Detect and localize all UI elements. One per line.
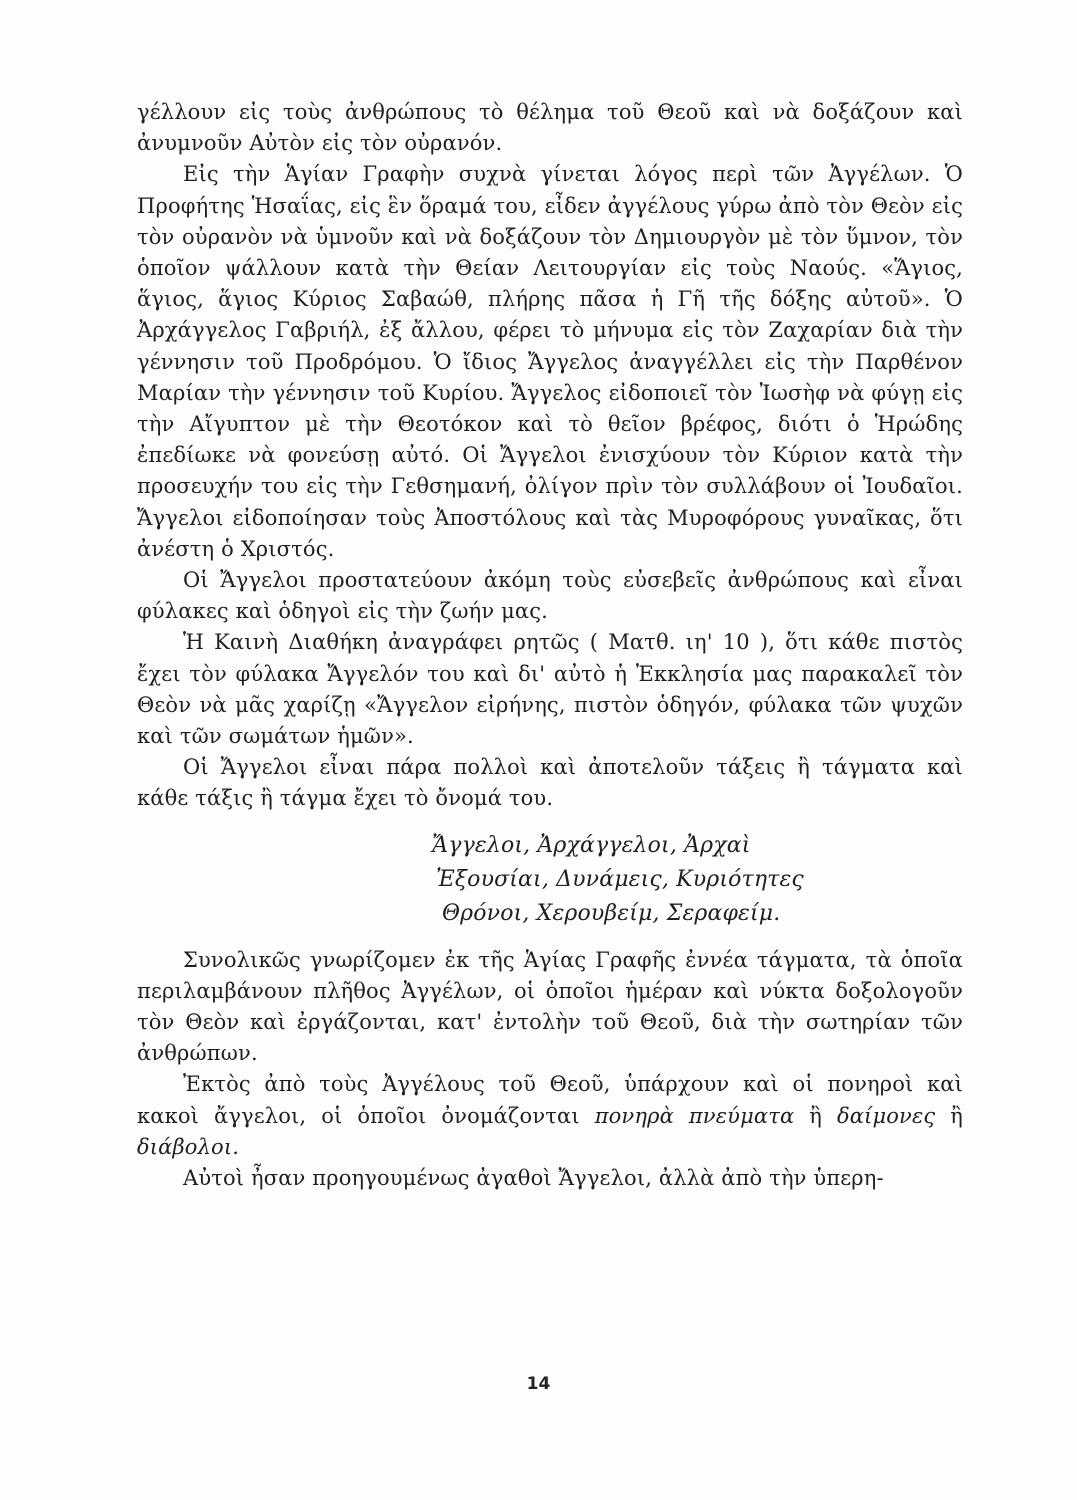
or-word-1: ἢ (794, 1103, 837, 1128)
or-word-2: ἢ (935, 1103, 963, 1128)
body-text (137, 97, 963, 1194)
paragraph-guardians: Οἱ Ἄγγελοι προστατεύουν ἀκόμη τοὺς εὐσεβεῖς ἀνθρώπους καὶ εἶναι φύλακες καὶ ὁδηγοὶ εἰς τὴν ζωήν μας. (137, 568, 963, 624)
devils-term: διάβολοι. (137, 1134, 240, 1159)
demons-term: δαίμονες (836, 1103, 936, 1128)
paragraph-evil-angels (137, 1069, 963, 1163)
paragraph-new-testament: Ἡ Καινὴ Διαθήκη ἀναγράφει ρητῶς ( Ματθ. ιη' 10 ), ὅτι κάθε πιστὸς ἔχει τὸν φύλακα Ἄγγελόν του καὶ δι' αὐτὸ ἡ Ἐκκλησία μας παρακαλεῖ τὸν Θεὸν νὰ μᾶς χαρίζῃ «Ἄγγελον εἰρήνης, πιστὸν ὁδηγόν, φύλακα τῶν ψυχῶν καὶ τῶν σωμάτων ἡμῶν». (137, 630, 963, 749)
hierarchy-line-2: Ἐξουσίαι, Δυνάμεις, Κυριότητες (436, 866, 804, 892)
page-number: 14 (526, 1374, 551, 1394)
hierarchy-line-3: Θρόνοι, Χερουβείμ, Σεραφείμ. (442, 900, 781, 926)
evil-spirits-term: πονηρὰ πνεύματα (594, 1103, 795, 1128)
angelic-hierarchy-list (137, 829, 963, 931)
paragraph-orders: Οἱ Ἄγγελοι εἶναι πάρα πολλοὶ καὶ ἀποτελοῦν τάξεις ἢ τάγματα καὶ κάθε τάξις ἢ τάγμα ἔχει τὸ ὄνομά του. (137, 755, 963, 811)
hierarchy-line-1: Ἄγγελοι, Ἀρχάγγελοι, Ἀρχαὶ (432, 832, 751, 858)
paragraph-angels-in-scripture: Εἰς τὴν Ἁγίαν Γραφὴν συχνὰ γίνεται λόγος περὶ τῶν Ἀγγέλων. Ὁ Προφήτης Ἡσαΐας, εἰς ἓν ὅραμά του, εἶδεν ἀγγέλους γύρω ἀπὸ τὸν Θεὸν εἰς τὸν οὐρανὸν νὰ ὑμνοῦν καὶ νὰ δοξάζουν τὸν Δημιουργὸν μὲ τὸν ὕμνον, τὸν ὁποῖον ψάλλουν κατὰ τὴν Θείαν Λειτουργίαν εἰς τοὺς Ναούς. «Ἅγιος, ἅγιος, ἅγιος Κύριος Σαβαώθ, πλήρης πᾶσα ἡ Γῆ τῆς δόξης αὐτοῦ». Ὁ Ἀρχάγγελος Γαβριήλ, ἐξ ἄλλου, φέρει τὸ μήνυμα εἰς τὸν Ζαχαρίαν διὰ τὴν γέννησιν τοῦ Προδρόμου. Ὁ ἴδιος Ἄγγελος ἀναγγέλλει εἰς τὴν Παρθένον Μαρίαν τὴν γέννησιν τοῦ Κυρίου. Ἄγγελος εἰδοποιεῖ τὸν Ἰωσὴφ νὰ φύγῃ εἰς τὴν Αἴγυπτον μὲ τὴν Θεοτόκον καὶ τὸ θεῖον βρέφος, διότι ὁ Ἡρώδης ἐπεδίωκε νὰ φονεύσῃ αὐτό. Οἱ Ἄγγελοι ἐνισχύουν τὸν Κύριον κατὰ τὴν προσευχήν του εἰς τὴν Γεθσημανή, ὀλίγον πρὶν τὸν συλλάβουν οἱ Ἰουδαῖοι. Ἄγγελοι εἰδοποίησαν τοὺς Ἀποστόλους καὶ τὰς Μυροφόρους γυναῖκας, ὅτι ἀνέστη ὁ Χριστός. (137, 162, 963, 561)
paragraph-fallen-angels: Αὐτοὶ ἦσαν προηγουμένως ἀγαθοὶ Ἄγγελοι, ἀλλὰ ἀπὸ τὴν ὑπερη- (183, 1166, 884, 1191)
paragraph-nine-orders: Συνολικῶς γνωρίζομεν ἐκ τῆς Ἁγίας Γραφῆς ἐννέα τάγματα, τὰ ὁποῖα περιλαμβάνουν πλῆθος Ἀγγέλων, οἱ ὁποῖοι ἡμέραν καὶ νύκτα δοξολογοῦν τὸν Θεὸν καὶ ἐργάζονται, κατ' ἐντολὴν τοῦ Θεοῦ, διὰ τὴν σωτηρίαν τῶν ἀνθρώπων. (137, 947, 963, 1066)
paragraph-continuation: γέλλουν εἰς τοὺς ἀνθρώπους τὸ θέλημα τοῦ Θεοῦ καὶ νὰ δοξάζουν καὶ ἀνυμνοῦν Αὐτὸν εἰς τὸν οὐρανόν. (137, 100, 963, 156)
evil-angels-text: Ἐκτὸς ἀπὸ τοὺς Ἀγγέλους τοῦ Θεοῦ, ὑπάρχουν καὶ οἱ πονηροὶ καὶ κακοὶ ἄγγελοι, οἱ ὁποῖοι ὀνομάζονται (137, 1072, 963, 1128)
